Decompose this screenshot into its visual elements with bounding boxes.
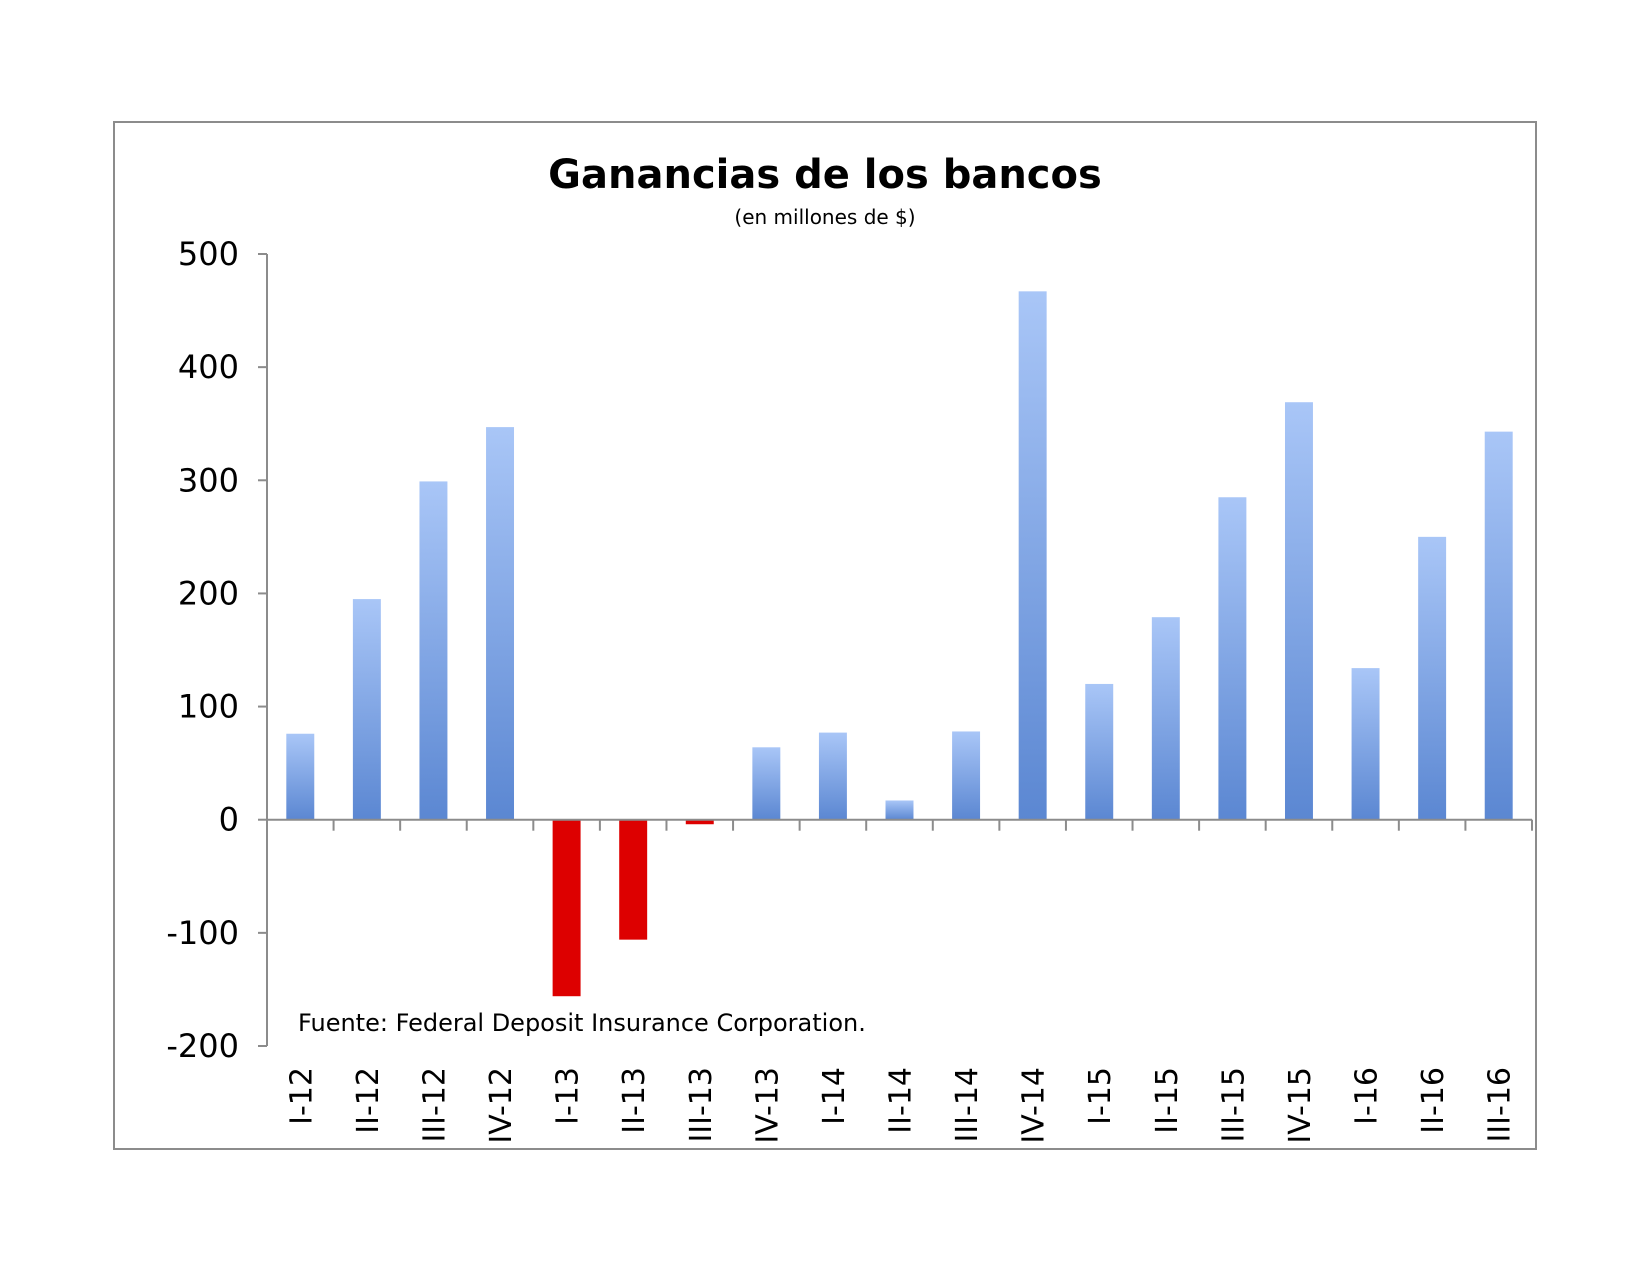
bar-iv-15 bbox=[1285, 402, 1313, 819]
source-note: Fuente: Federal Deposit Insurance Corporation. bbox=[298, 1009, 866, 1037]
chart-frame bbox=[113, 121, 1537, 1150]
y-tick-label: 300 bbox=[177, 461, 239, 500]
x-tick-label: I-13 bbox=[550, 1067, 586, 1125]
bar-iv-12 bbox=[486, 427, 514, 820]
y-tick-label: -200 bbox=[166, 1027, 239, 1065]
x-tick-label: III-12 bbox=[417, 1067, 453, 1143]
y-tick-label: 0 bbox=[218, 800, 239, 839]
x-tick-label: II-16 bbox=[1416, 1067, 1452, 1134]
x-tick-label: III-14 bbox=[950, 1067, 986, 1143]
bar-ii-13 bbox=[619, 820, 647, 940]
x-tick-label: II-12 bbox=[350, 1067, 386, 1134]
bar-i-16 bbox=[1352, 668, 1380, 820]
x-tick-label: IV-13 bbox=[750, 1067, 786, 1144]
bar-i-15 bbox=[1085, 684, 1113, 820]
bar-i-12 bbox=[286, 734, 314, 820]
y-tick-label: 500 bbox=[177, 235, 239, 273]
y-tick-label: 200 bbox=[177, 574, 239, 613]
bar-ii-16 bbox=[1418, 537, 1446, 820]
chart-title: Ganancias de los bancos bbox=[548, 152, 1102, 198]
y-tick-label: -100 bbox=[166, 913, 239, 952]
bar-i-13 bbox=[553, 820, 581, 997]
y-tick-label: 100 bbox=[177, 687, 239, 726]
x-axis bbox=[284, 1067, 1517, 1144]
x-tick-label: III-13 bbox=[683, 1067, 719, 1143]
bar-ii-12 bbox=[353, 599, 381, 820]
axes bbox=[267, 254, 1532, 1046]
x-tick-label: IV-15 bbox=[1282, 1067, 1318, 1144]
bar-iii-14 bbox=[952, 731, 980, 819]
x-tick-label: III-15 bbox=[1216, 1067, 1252, 1143]
x-tick-label: I-14 bbox=[816, 1067, 852, 1125]
bar-ii-15 bbox=[1152, 617, 1180, 820]
y-axis bbox=[166, 235, 267, 1065]
x-tick-label: II-15 bbox=[1149, 1067, 1185, 1134]
bar-i-14 bbox=[819, 733, 847, 820]
x-tick-label: II-14 bbox=[883, 1067, 919, 1134]
bar-iii-16 bbox=[1485, 432, 1513, 820]
bar-chart bbox=[115, 123, 1535, 1148]
x-tick-label: II-13 bbox=[617, 1067, 653, 1134]
x-tick-label: I-16 bbox=[1349, 1067, 1385, 1125]
x-tick-label: IV-14 bbox=[1016, 1067, 1052, 1144]
bar-iii-12 bbox=[419, 481, 447, 819]
bar-ii-14 bbox=[886, 800, 914, 819]
x-tick-label: III-16 bbox=[1482, 1067, 1518, 1143]
x-tick-label: I-12 bbox=[284, 1067, 320, 1125]
bars bbox=[286, 291, 1512, 996]
chart-subtitle: (en millones de $) bbox=[734, 205, 916, 229]
bar-iv-14 bbox=[1019, 291, 1047, 819]
bar-iv-13 bbox=[752, 747, 780, 819]
x-tick-label: I-15 bbox=[1083, 1067, 1119, 1125]
bar-iii-15 bbox=[1218, 497, 1246, 819]
x-tick-label: IV-12 bbox=[484, 1067, 520, 1144]
y-tick-label: 400 bbox=[177, 348, 239, 387]
